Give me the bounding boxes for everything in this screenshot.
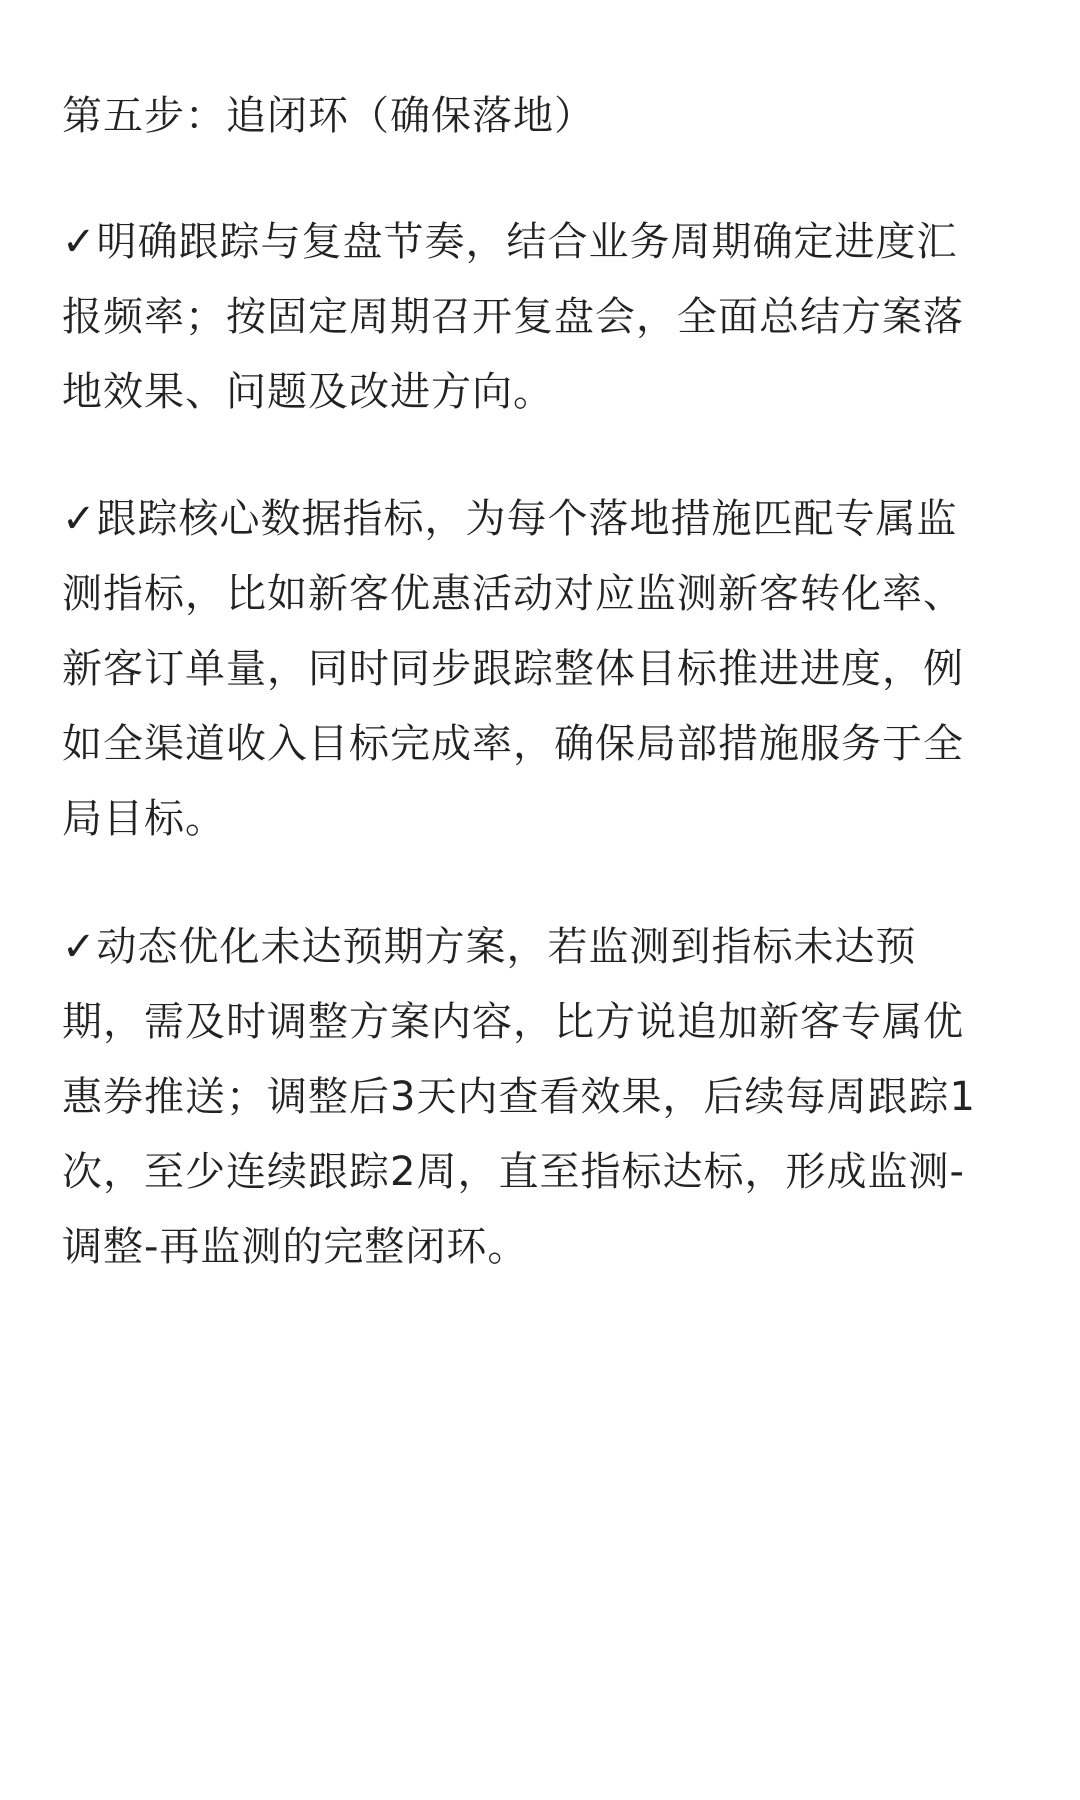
paragraph-line: 如全渠道收入目标完成率，确保局部措施服务于全 <box>62 721 964 767</box>
paragraph-line: ✓跟踪核心数据指标，为每个落地措施匹配专属监 <box>62 496 958 542</box>
step-heading: 第五步：追闭环（确保落地） <box>62 93 595 139</box>
paragraph-line: 次，至少连续跟踪2周，直至指标达标，形成监测- <box>62 1149 965 1195</box>
paragraph-line: 惠券推送；调整后3天内查看效果，后续每周跟踪1 <box>62 1074 976 1120</box>
paragraph-core-metrics <box>62 482 1022 857</box>
paragraph-line: 调整-再监测的完整闭环。 <box>62 1224 529 1270</box>
paragraph-line: 期，需及时调整方案内容，比方说追加新客专属优 <box>62 999 964 1045</box>
paragraph-line: 地效果、问题及改进方向。 <box>62 369 554 415</box>
paragraph-line: 局目标。 <box>62 796 226 842</box>
paragraph-dynamic-optimization <box>62 910 1022 1285</box>
paragraph-line: 新客订单量，同时同步跟踪整体目标推进进度，例 <box>62 646 964 692</box>
paragraph-line: 测指标，比如新客优惠活动对应监测新客转化率、 <box>62 571 964 617</box>
paragraph-line: 报频率；按固定周期召开复盘会，全面总结方案落 <box>62 294 964 340</box>
paragraph-line: ✓动态优化未达预期方案，若监测到指标未达预 <box>62 924 917 970</box>
paragraph-line: ✓明确跟踪与复盘节奏，结合业务周期确定进度汇 <box>62 219 958 265</box>
paragraph-tracking-rhythm <box>62 205 1022 430</box>
